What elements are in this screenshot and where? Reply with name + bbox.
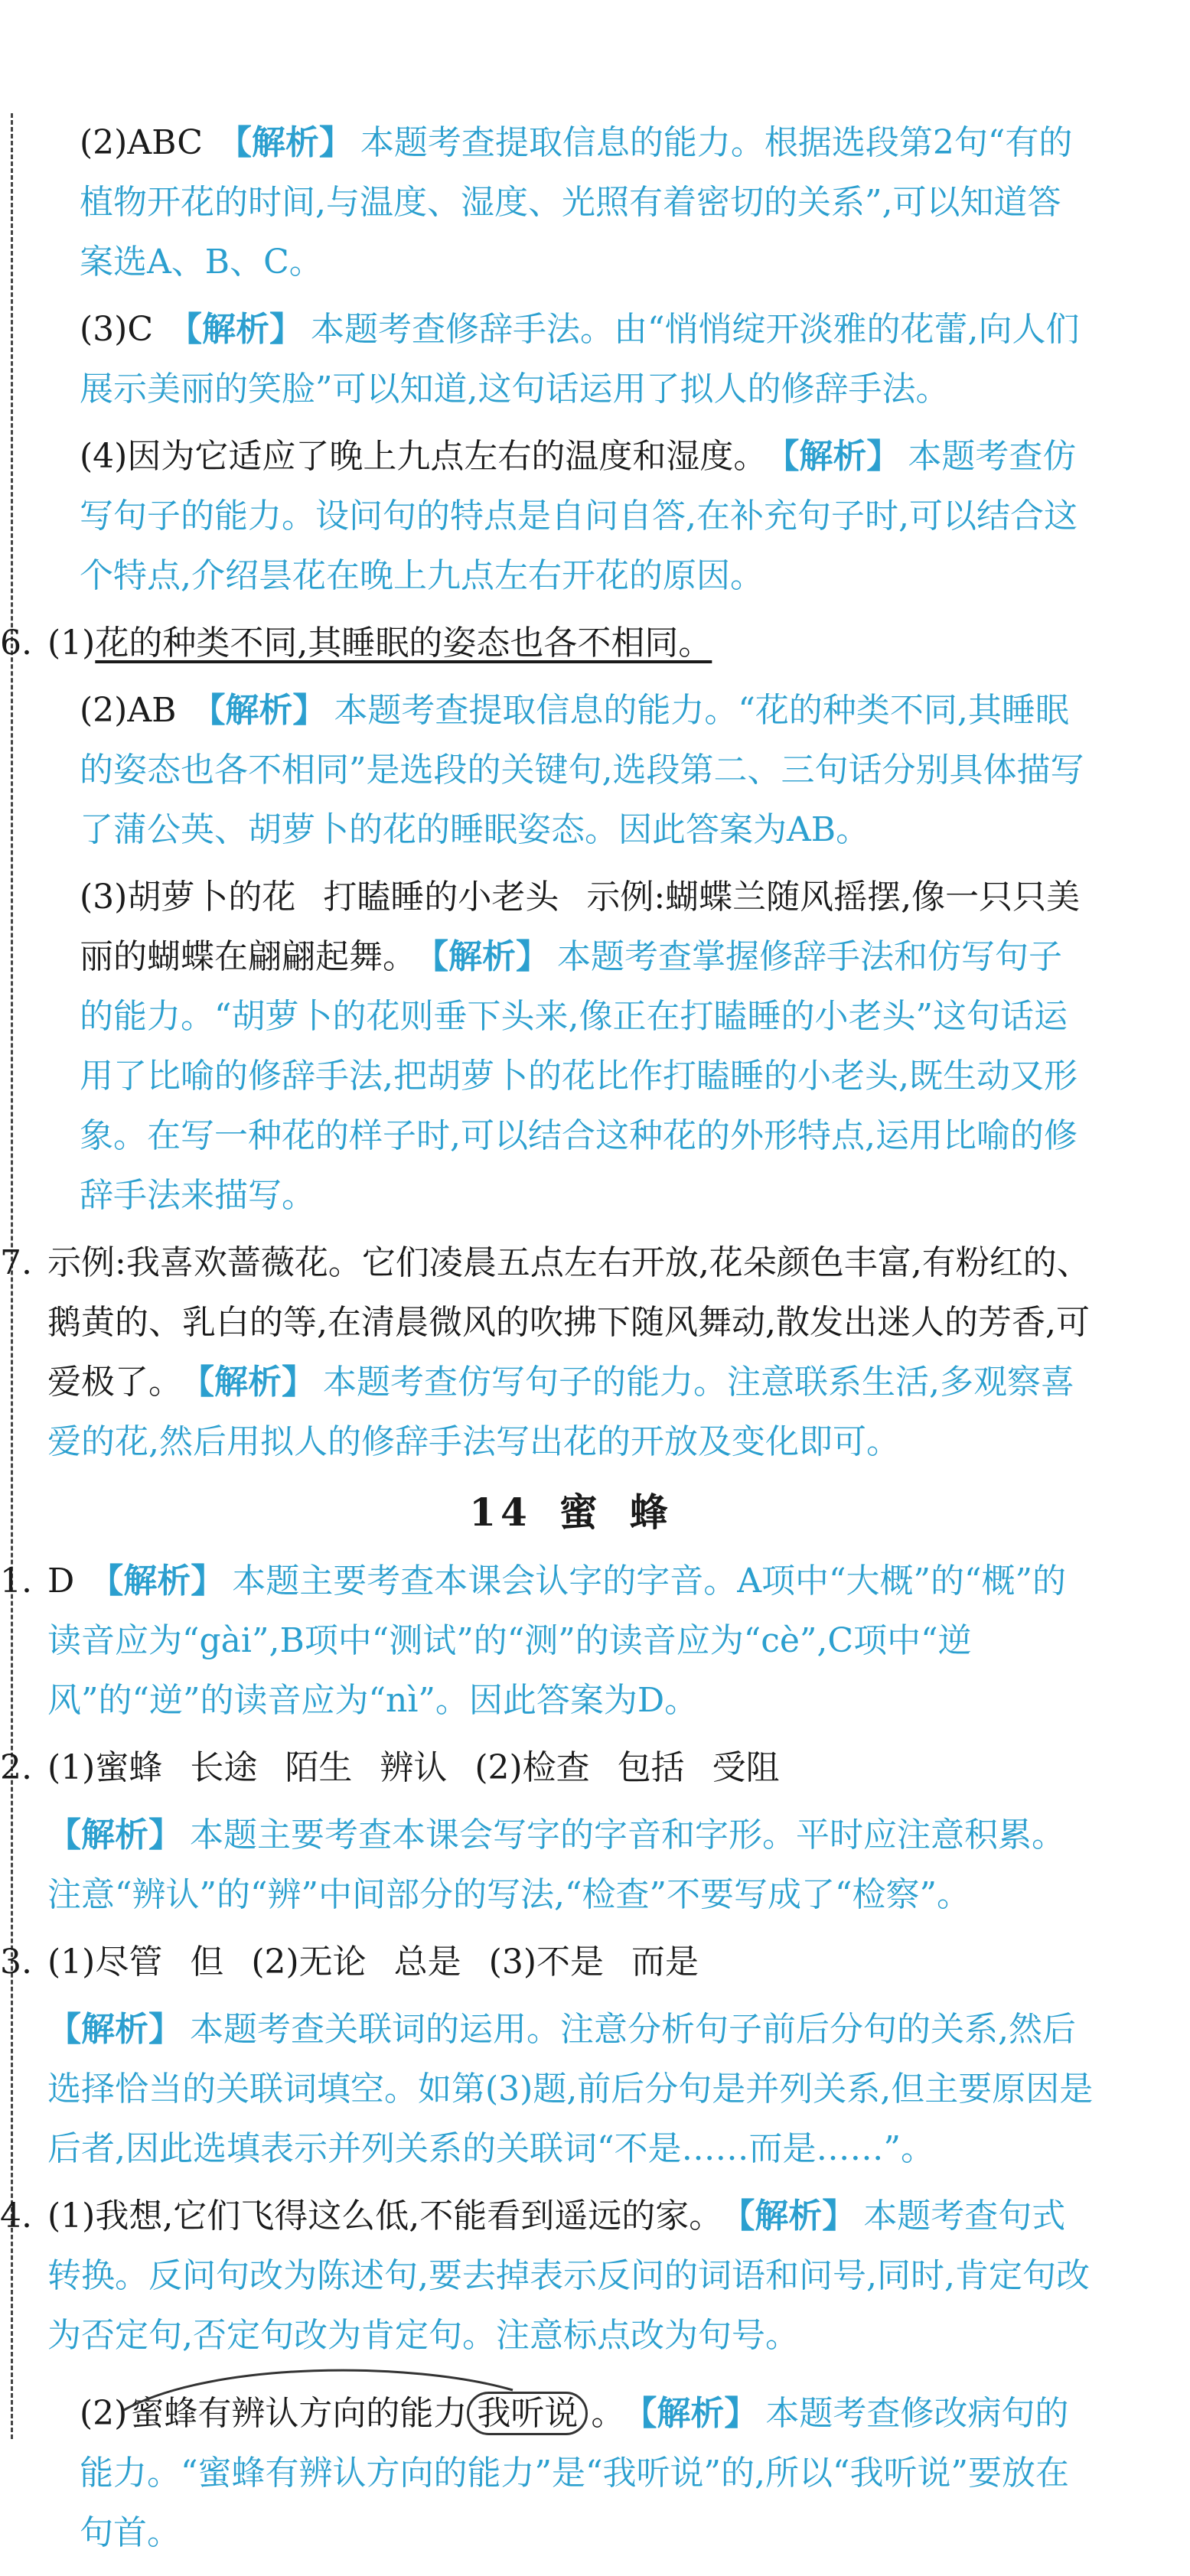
analysis-tag: 【解析】 xyxy=(782,437,901,476)
analysis-tag: 【解析】 xyxy=(217,123,353,162)
b2-analysis: 【解析】 本题主要考查本课会写字的字音和字形。平时应注意积累。注意“辨认”的“辨”中间部分的写法,“检查”不要写成了“检察”。 xyxy=(47,1816,1065,1914)
analysis-tag: 【解析】 xyxy=(432,937,549,976)
b2-answer: 2. (1)蜜蜂 长途 陌生 辨认 (2)检查 包括 受阻 xyxy=(47,1738,1094,1798)
analysis-tag: 【解析】 xyxy=(47,1816,182,1855)
question-number: 4. xyxy=(0,2197,32,2236)
b4-sub1: 4. (1)我想,它们飞得这么低,不能看到遥远的家。 【解析】 本题考查句式转换。反问句改为陈述句,要去掉表示反问的词语和问号,同时,肯定句改为否定句,否定句改为肯定句。注意标点改为句号。 xyxy=(47,2187,1094,2366)
b1: 1. D 【解析】 本题主要考查本课会认字的字音。A项中“大概”的“概”的读音应为“gài”,B项中“测试”的“测”的读音应为“cè”,C项中“逆风”的“逆”的读音应为“nì”。因此答案为D。 xyxy=(47,1552,1094,1731)
analysis-tag: 【解析】 xyxy=(640,2394,758,2433)
q5-sub4: (4)因为它适应了晚上九点左右的温度和湿度。 【解析】 本题考查仿写句子的能力。设问句的特点是自问自答,在补充句子时,可以结合这个特点,介绍昙花在晚上九点左右开花的原因。 xyxy=(80,437,1078,595)
correction-mark: 蜜蜂有辨认方向的能力 我听说 xyxy=(127,2384,591,2444)
q5-sub2: (2)ABC 【解析】 本题考查提取信息的能力。根据选段第2句“有的植物开花的时间,与温度、湿度、光照有着密切的关系”,可以知道答案选A、B、C。 xyxy=(80,123,1073,282)
b3-answer: 3. (1)尽管 但 (2)无论 总是 (3)不是 而是 xyxy=(47,1933,1094,1992)
transposition-curve-icon xyxy=(121,2367,519,2413)
analysis-tag: 【解析】 xyxy=(197,1363,315,1402)
q5-sub3: (3)C 【解析】 本题考查修辞手法。由“悄悄绽开淡雅的花蕾,向人们展示美丽的笑脸”可以知道,这句话运用了拟人的修辞手法。 xyxy=(80,310,1080,409)
q6-sub1: 6. (1)花的种类不同,其睡眠的姿态也各不相同。 xyxy=(47,614,1094,673)
question-number: 3. xyxy=(0,1943,32,1982)
answer-content xyxy=(0,113,1094,2571)
analysis-tag: 【解析】 xyxy=(738,2197,856,2236)
q6-sub3: (3)胡萝卜的花 打瞌睡的小老头 示例:蝴蝶兰随风摇摆,像一只只美丽的蝴蝶在翩翩起舞。 【解析】 本题考查掌握修辞手法和仿写句子的能力。“胡萝卜的花则垂下头来,像正在打瞌睡的小老头”这句话运用了比喻的修辞手法,把胡萝卜的花比作打瞌睡的小老头,既生动又形象。在写一种花的样子时,可以结合这种花的外形特点,运用比喻的修辞手法来描写。 xyxy=(80,878,1081,1215)
analysis-tag: 【解析】 xyxy=(90,1562,225,1601)
q7: 7. 示例:我喜欢蔷薇花。它们凌晨五点左右开放,花朵颜色丰富,有粉红的、鹅黄的、乳白的等,在清晨微风的吹拂下随风舞动,散发出迷人的芳香,可爱极了。 【解析】 本题考查仿写句子的能力。注意联系生活,多观察喜爱的花,然后用拟人的修辞手法写出花的开放及变化即可。 xyxy=(47,1233,1094,1472)
b4-sub2: (2) 蜜蜂有辨认方向的能力 我听说 。 【解析】 本题考查修改病句的能力。“蜜蜂有辨认方向的能力”是“我听说”的,所以“我听说”要放在句首。 xyxy=(47,2384,1094,2563)
underlined-answer: 花的种类不同,其睡眠的姿态也各不相同。 xyxy=(95,624,712,663)
q6-sub2: (2)AB 【解析】 本题考查提取信息的能力。“花的种类不同,其睡眠的姿态也各不相同”是选段的关键句,选段第二、三句话分别具体描写了蒲公英、胡萝卜的花的睡眠姿态。因此答案为AB。 xyxy=(80,691,1084,849)
section-title: 14 蜜 蜂 xyxy=(469,1490,673,1535)
circled-phrase: 我听说 xyxy=(467,2392,588,2435)
question-number: 1. xyxy=(0,1562,32,1601)
question-number: 6. xyxy=(0,624,32,663)
b3-analysis: 【解析】 本题考查关联词的运用。注意分析句子前后分句的关系,然后选择恰当的关联词填空。如第(3)题,前后分句是并列关系,但主要原因是后者,因此选填表示并列关系的关联词“不是……而是……”。 xyxy=(47,2010,1094,2168)
analysis-tag: 【解析】 xyxy=(168,310,303,349)
analysis-tag: 【解析】 xyxy=(47,2010,182,2049)
analysis-tag: 【解析】 xyxy=(191,691,327,730)
question-number: 2. xyxy=(0,1748,32,1787)
question-number: 7. xyxy=(0,1243,32,1282)
